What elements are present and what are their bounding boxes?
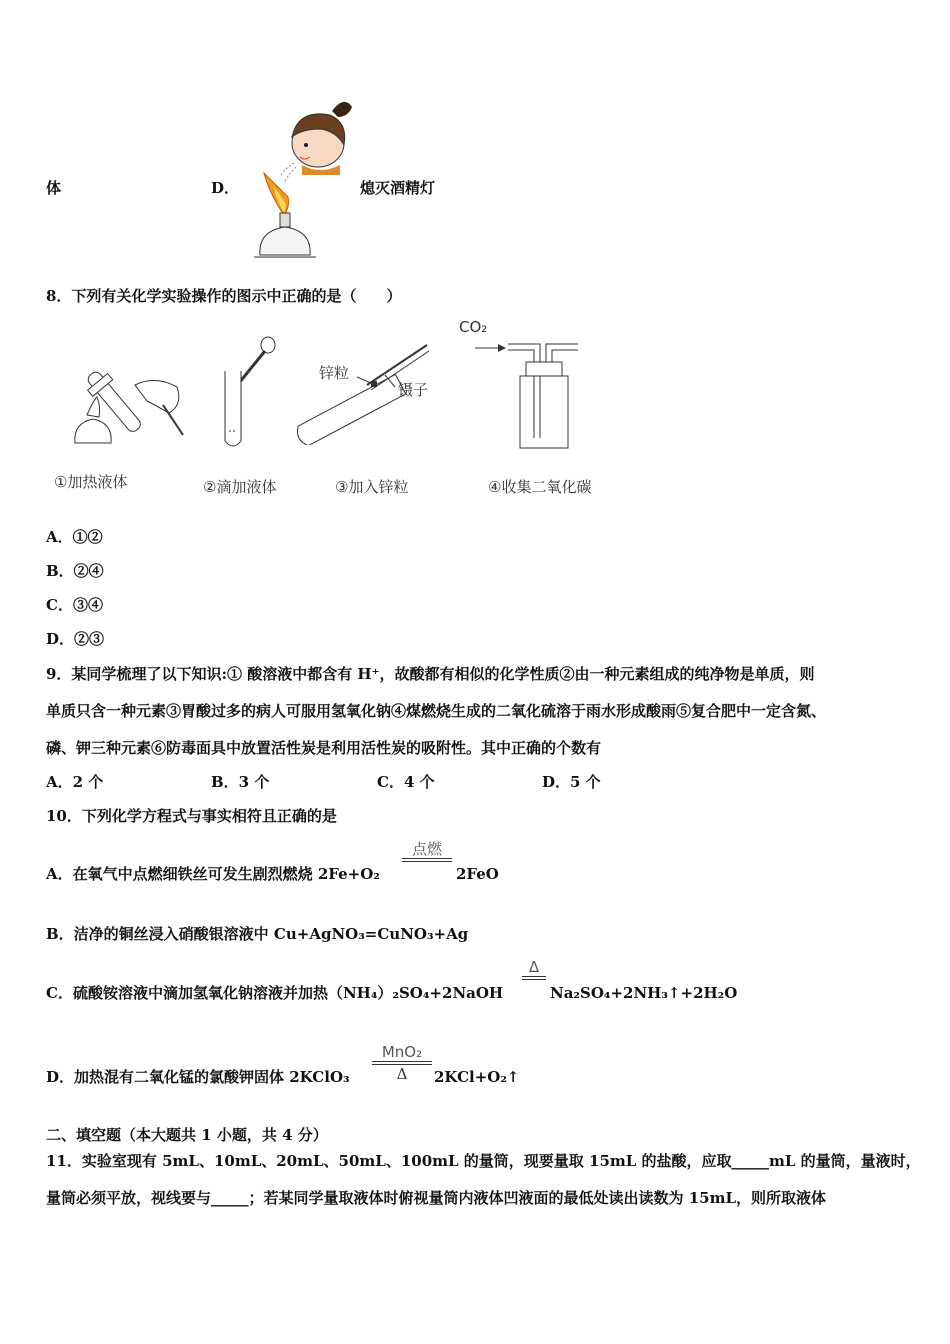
q10-stem: 10．下列化学方程式与事实相符且正确的是 [46, 807, 337, 825]
q7-tail-text: 体 [46, 179, 62, 197]
q8-option-d: D．②③ [46, 630, 105, 648]
q10-d-condition [372, 1043, 432, 1083]
q11-line-2: 量筒必须平放，视线要与_____；若某同学量取液体时俯视量筒内液体凹液面的最低处读出读数为 15mL，则所取液体 [46, 1189, 827, 1207]
q9-option-c: C．4 个 [377, 773, 435, 791]
q10-b-text: B．洁净的铜丝浸入硝酸银溶液中 Cu+AgNO₃=CuNO₃+Ag [46, 925, 469, 943]
q10-d-text: D．加热混有二氧化锰的氯酸钾固体 2KClO₃ [46, 1068, 350, 1086]
dropping-liquid-figure [215, 335, 285, 455]
q10-a-product: 2FeO [456, 865, 499, 883]
q8-caption-3: ③加入锌粒 [335, 478, 409, 496]
q8-option-a: A．①② [46, 528, 103, 546]
q10-d-product: 2KCl+O₂↑ [434, 1068, 520, 1086]
q10-c-product: Na₂SO₄+2NH₃↑+2H₂O [550, 984, 738, 1002]
q9-line-2: 单质只含一种元素③胃酸过多的病人可服用氢氧化钠④煤燃烧生成的二氧化硫溶于雨水形成酸雨⑤复合肥中一定含氮、 [46, 702, 827, 720]
q10-c-text: C．硫酸铵溶液中滴加氢氧化钠溶液并加热（NH₄）₂SO₄+2NaOH [46, 984, 504, 1002]
q10-c-condition-label: Δ [528, 958, 540, 976]
collect-co2-figure [470, 330, 590, 455]
q11-line-1: 11．实验室现有 5mL、10mL、20mL、50mL、100mL 的量筒，现要量取 15mL 的盐酸，应取_____mL 的量筒，量液时， [46, 1152, 921, 1170]
tweezers-label: 镊子 [398, 381, 429, 399]
q8-caption-1: ①加热液体 [54, 473, 128, 491]
q9-option-b: B．3 个 [211, 773, 270, 791]
q8-stem: 8．下列有关化学实验操作的图示中正确的是（ ） [46, 287, 402, 305]
q7-option-d-label: D． [211, 179, 240, 197]
co2-label: CO₂ [459, 318, 488, 336]
blow-out-lamp-illustration [240, 95, 360, 265]
q8-option-b: B．②④ [46, 562, 104, 580]
q8-option-c: C．③④ [46, 596, 103, 614]
q9-option-a: A．2 个 [46, 773, 104, 791]
section-2-heading: 二、填空题（本大题共 1 小题，共 4 分） [46, 1126, 328, 1144]
q10-a-condition-label: 点燃 [411, 840, 442, 858]
q9-line-1: 9．某同学梳理了以下知识:① 酸溶液中都含有 H⁺，故酸都有相似的化学性质②由一种元素组成的纯净物是单质，则 [46, 665, 815, 683]
q10-a-text: A．在氧气中点燃细铁丝可发生剧烈燃烧 2Fe+O₂ [46, 865, 380, 883]
q9-option-d: D．5 个 [542, 773, 601, 791]
q8-caption-4: ④收集二氧化碳 [488, 478, 592, 496]
q9-line-3: 磷、钾三种元素⑥防毒面具中放置活性炭是利用活性炭的吸附性。其中正确的个数有 [46, 739, 602, 757]
q8-caption-2: ②滴加液体 [203, 478, 277, 496]
q7-option-d-text: 熄灭酒精灯 [360, 179, 436, 197]
heating-liquid-figure [65, 335, 190, 450]
q10-d-condition-top: MnO₂ [381, 1043, 423, 1061]
q10-a-condition [402, 840, 452, 862]
q10-c-condition [522, 958, 546, 980]
zinc-label: 锌粒 [319, 364, 350, 382]
q10-d-condition-bottom: Δ [396, 1065, 408, 1083]
